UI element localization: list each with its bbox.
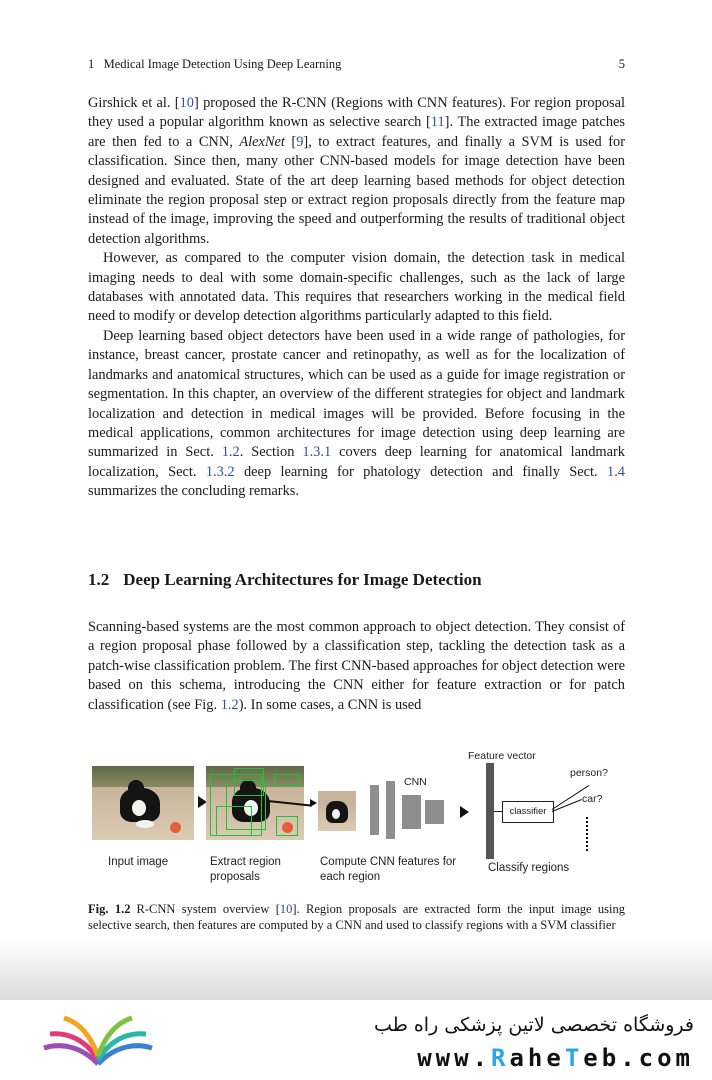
paragraph-1 (88, 94, 625, 249)
feature-vector-bar (486, 763, 494, 859)
text-span: . Section (239, 444, 303, 461)
figure-link[interactable]: 1.2 (220, 696, 239, 713)
input-image-label: Input image (108, 856, 169, 868)
citation-link[interactable]: 9 (296, 133, 304, 150)
section-link[interactable]: 1.2 (221, 444, 240, 461)
text-span: ]. The extracted image patches are then fed to a CNN, (88, 114, 625, 150)
feature-vector-label: Feature vector (468, 750, 536, 762)
store-name: فروشگاه تخصصی لاتین پزشکی راه طب (374, 1014, 694, 1036)
cnn-layer (402, 795, 421, 829)
text-span: covers deep learning for anatomical landmark localization, Sect. (88, 444, 625, 480)
citation-link[interactable]: 10 (279, 902, 293, 916)
citation-link[interactable]: 11 (430, 114, 445, 131)
proposal-box (276, 816, 298, 836)
alexnet-term: AlexNet (239, 133, 285, 150)
figure-caption (88, 902, 625, 933)
page-shadow (0, 940, 712, 1002)
running-header (88, 57, 625, 72)
car-output-label: car? (582, 793, 603, 805)
text-span: summarizes the concluding remarks. (88, 483, 299, 500)
cnn-layer (425, 800, 444, 824)
input-image-photo (92, 766, 194, 840)
section-link[interactable]: 1.3.1 (302, 444, 332, 461)
text-span: Deep learning based object detectors have been used in a wide range of pathologies, for instance, breast cancer, prostate cancer and retinopathy, as well as for the localization of landmarks and anatomical structures, which can be used as a guide for image registration or segmentation. In this chapter, an overview of the different strategies for object and landmark localization and detection in medical images will be provided. Before focusing in the medical applications, common architectures for image detection using deep learning are summarized in Sect. (88, 327, 625, 461)
store-url[interactable]: www.RaheTeb.com (417, 1044, 694, 1072)
citation-link[interactable]: 10 (179, 95, 194, 111)
arrow-icon (460, 806, 469, 818)
store-banner (0, 1000, 712, 1080)
classifier-box: classifier (502, 801, 554, 823)
cnn-label: CNN (404, 776, 427, 788)
open-book-logo-icon (38, 1008, 158, 1072)
text-span: ). In some cases, a CNN is used (238, 696, 422, 713)
proposal-box (216, 806, 252, 836)
arrow-icon (310, 799, 317, 807)
text-span: deep learning for phatology detection and finally Sect. (234, 463, 607, 480)
text-span: [ (284, 133, 297, 150)
section-number: 1.2 (88, 570, 110, 589)
text-span: Scanning-based systems are the most common approach to object detection. They consist of a region proposal phase followed by a classification step, tackling the detection task as a patch-wise classification problem. The first CNN-based approaches for object detection were based on this schema, introducing the CNN either for feature extraction or for patch classification (see Fig. (88, 619, 625, 713)
paragraph-2: However, as compared to the computer vision domain, the detection task in medical imaging needs to deal with some domain-specific challenges, such as the lack of large databases with annotated data. This requires that researchers working in the medical field need to modify or develop detection algorithms particularly adapted to this field. (88, 250, 625, 325)
extract-proposals-label: Extract region proposals (210, 856, 281, 883)
figure-label: Fig. 1.2 (88, 902, 131, 916)
section-link[interactable]: 1.4 (607, 463, 625, 480)
section-link[interactable]: 1.3.2 (205, 463, 235, 480)
body-text-top (88, 94, 625, 502)
body-text-bottom (88, 618, 625, 715)
classify-regions-label: Classify regions (488, 862, 570, 874)
section-heading (88, 570, 482, 590)
page-number: 5 (618, 57, 625, 71)
compute-features-label: Compute CNN features for each region (320, 856, 457, 883)
cnn-layer (386, 781, 395, 839)
proposal-box (234, 768, 264, 796)
text-span: ] proposed the R-CNN (Regions with CNN features). For region proposal they used a popular algorithm known as selective search [ (88, 95, 625, 131)
chapter-title: 1 Medical Image Detection Using Deep Learning (88, 57, 342, 71)
cnn-layer (370, 785, 379, 835)
connector-line (494, 811, 502, 812)
warped-region-photo (318, 791, 356, 831)
proposal-box (274, 774, 300, 786)
rcnn-figure (88, 745, 628, 895)
section-title: Deep Learning Architectures for Image Detection (123, 570, 482, 589)
text-span: ], to extract features, and finally a SVM is used for classification. Since then, many other CNN-based models for image detection have been designed and evaluated. State of the art deep learning based methods for object detection eliminate the region proposal step or extract region proposals directly from the feature map instead of the image, improving the speed and outperforming the results of traditional object detection algorithms. (88, 133, 626, 247)
paragraph-3 (88, 327, 625, 502)
person-output-label: person? (570, 767, 608, 779)
paragraph-4 (88, 618, 625, 715)
text-span: ]. Region proposals are extracted form the input image using selective search, then features are computed by a CNN and used to classify regions with a SVM classifier (88, 902, 625, 932)
text-span: R-CNN system overview [ (136, 902, 280, 916)
ellipsis-dots (586, 817, 588, 853)
text-span: Girshick et al. [ (88, 95, 180, 111)
